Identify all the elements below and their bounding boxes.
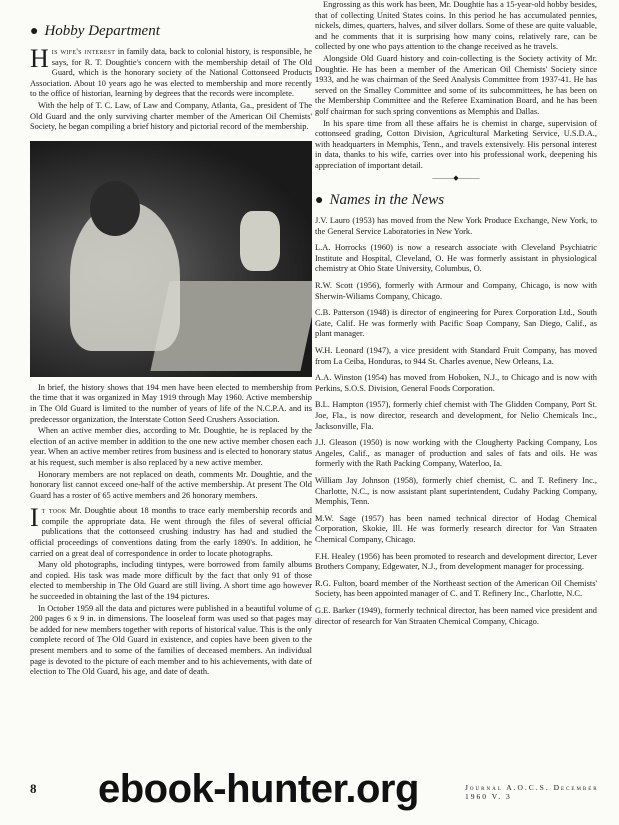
right-column bbox=[315, 0, 597, 633]
news-list bbox=[315, 216, 597, 627]
paragraph: Engrossing as this work has been, Mr. Doughtie has a 15-year-old hobby besides, that of collecting United States coins. In this period he has accumulated pennies, nickels, dimes, quarters, halves, and silver dollars. Some of these are quite valuable, and he comments that it is surprising how many coins, relatively rare, can be collected by one who pays attention to the change received as he travels. bbox=[315, 0, 597, 52]
section-heading-names: ● Names in the News bbox=[315, 192, 445, 209]
paragraph: When an active member dies, according to Mr. Doughtie, he is replaced by the election of an active member in addition to the one new active member chosen each year. When an active member retires from business and is elected to honorary status at his request, such member is also replaced by a new active member. bbox=[30, 426, 312, 467]
paragraph: In his spare time from all these affairs he is chemist in charge, supervision of cottonseed grading, Cotton Division, Agricultural Marketing Service, U.S.D.A., with headquarters in Memphis, Tenn., and travels extensively. His personal interest in data, thanks to his wife, carries over into his professional work, deepening his appreciation of important detail. bbox=[315, 118, 597, 170]
paragraph: In brief, the history shows that 194 men have been elected to membership from the time that it was organized in May 1919 through May 1960. Active membership in The Old Guard is limited to the number of years of life of the N.C.P.A. and its predecessor organization, the Interstate Cotton Seed Crushers Association. bbox=[30, 382, 312, 424]
drop-cap: H bbox=[30, 44, 49, 73]
news-item: G.E. Barker (1949), formerly technical director, has been named vice president and director of research for Van Straaten Chemical Company, Chicago. bbox=[315, 605, 597, 626]
section-heading-hobby: ● Hobby Department bbox=[30, 23, 160, 39]
news-item: F.H. Healey (1956) has been promoted to research and development director, Lever Brothers Company, Edgewater, N.J., from development manager for processing. bbox=[315, 551, 597, 572]
left-column bbox=[30, 0, 312, 679]
paragraph: His wife's interest in family data, back to colonial history, is responsible, he says, for R. T. Doughtie's concern with the membership detail of The Old Guard, which is the honorary society of the National Cottonseed Products Association. About 10 years ago he was elected to membership and more recently to the office of historian, learning by degrees that the records were incomplete. bbox=[30, 44, 313, 99]
news-item: William Jay Johnson (1958), formerly chief chemist, C. and T. Refinery Inc., Charlotte, N.C., is now assistant plant superintendent, Cudahy Packing Company, Memphis, Tenn. bbox=[315, 475, 597, 507]
section-divider: ———◆——— bbox=[432, 173, 480, 182]
paragraph: Many old photographs, including tintypes, were borrowed from family albums and copied. His task was made more difficult by the fact that only 91 of those elected to membership in The Old Guard are still living. A short time ago however he succeeded in obtaining the last of the 194 pictures. bbox=[30, 560, 312, 602]
paragraph: It took Mr. Doughtie about 18 months to trace early membership records and compile the appropriate data. He went through the files of several official publications that the cottonseed crushing industry has had and studied the official proceedings of conventions dating from the early 1890's. In addition, he carried on a great deal of correspondence in order to locate photographs. bbox=[30, 503, 312, 558]
news-item: J.J. Gleason (1950) is now working with the Clougherty Packing Company, Los Angeles, Calif., as manager of production and sales of fats and oils. He was formerly with the Rath Packing Company, Waterloo, Ia. bbox=[315, 438, 597, 469]
journal-footer: Journal A.O.C.S. December 1960 V. 3 bbox=[465, 783, 599, 801]
news-item: W.H. Leonard (1947), a vice president with Standard Fruit Company, has moved from La Ceiba, Honduras, to 944 St. Charles avenue, New Orleans, La. bbox=[315, 346, 597, 366]
news-item: R.W. Scott (1956), formerly with Armour and Company, Chicago, is now with Sherwin-Wiliams Company, Chicago. bbox=[315, 281, 597, 301]
drop-cap: I bbox=[30, 503, 39, 533]
paragraph: Alongside Old Guard history and coin-collecting is the Society activity of Mr. Doughtie. He has been a member of the American Oil Chemists' Society since 1933, and he was chairman of the Seed Analysis Committee from 1937-41. He has served on the Smalley Committee and some of its subcommittees, he has been on the Membership Committee and the Referee Examination Board, and he has been golf chairman for such spring conventions as Memphis and Dallas. bbox=[315, 53, 597, 116]
paragraph: In October 1959 all the data and pictures were published in a beautiful volume of 200 pages 6 x 9 in. in dimensions. The looseleaf form was used so that pages may be added for new members together with reports of historical value. This is the only complete record of The Old Guard in existence, and copies have been given to the present members and to some of the families of deceased members. An individual page is devoted to the picture of each member and to his achievements, with date of election to The Old Guard, his age, and date of death. bbox=[30, 603, 312, 677]
news-item: J.V. Lauro (1953) has moved from the New York Produce Exchange, New York, to the General Service Laboratories in New York. bbox=[315, 216, 597, 236]
photo-man-with-coins bbox=[30, 141, 312, 377]
news-item: B.L. Hampton (1957), formerly chief chemist with The Glidden Company, Port St. Joe, Fla., is now director, research and development, for Nelio Chemicals Inc., Jacksonville, Fla. bbox=[315, 400, 597, 431]
news-item: L.A. Horrocks (1960) is now a research associate with Cleveland Psychiatric Institute and Hospital, Cleveland, O. He was formerly assistant in physiological chemistry at Ohio State University, Columbus, O. bbox=[315, 243, 597, 274]
paragraph: With the help of T. C. Law, of Law and Company, Atlanta, Ga., president of The Old Guard and the only surviving charter member of the American Oil Chemists' Society, he began compiling a brief history and pictorial record of the membership. bbox=[30, 100, 312, 132]
news-item: R.G. Fulton, board member of the Northeast section of the American Oil Chemists' Society, has been appointed manager of C. and T. Refinery Inc., Charlotte, N.C. bbox=[315, 578, 597, 599]
news-item: A.A. Winston (1954) has moved from Hoboken, N.J., to Chicago and is now with Perkins, S.O.S. Division, General Foods Corporation. bbox=[315, 373, 597, 393]
news-item: C.B. Patterson (1948) is director of engineering for Purex Corporation Ltd., South Gate, Calif. He was formerly with Pacific Soap Company, San Diego, Calif., as plant manager. bbox=[315, 308, 597, 339]
watermark: ebook-hunter.org bbox=[98, 767, 419, 811]
page-number: 8 bbox=[30, 781, 37, 796]
paragraph: Honorary members are not replaced on death, comments Mr. Doughtie, and the honorary list cannot exceed one-half of the active membership. At present The Old Guard has a roster of 65 active members and 26 honorary members. bbox=[30, 469, 312, 500]
news-item: M.W. Sage (1957) has been named technical director of Hodag Chemical Corporation, Skokie, Ill. He was formerly research director for Van Straaten Chemical Company, Chicago. bbox=[315, 513, 597, 544]
bullet-icon: ● bbox=[315, 193, 324, 209]
bullet-icon: ● bbox=[30, 24, 39, 39]
